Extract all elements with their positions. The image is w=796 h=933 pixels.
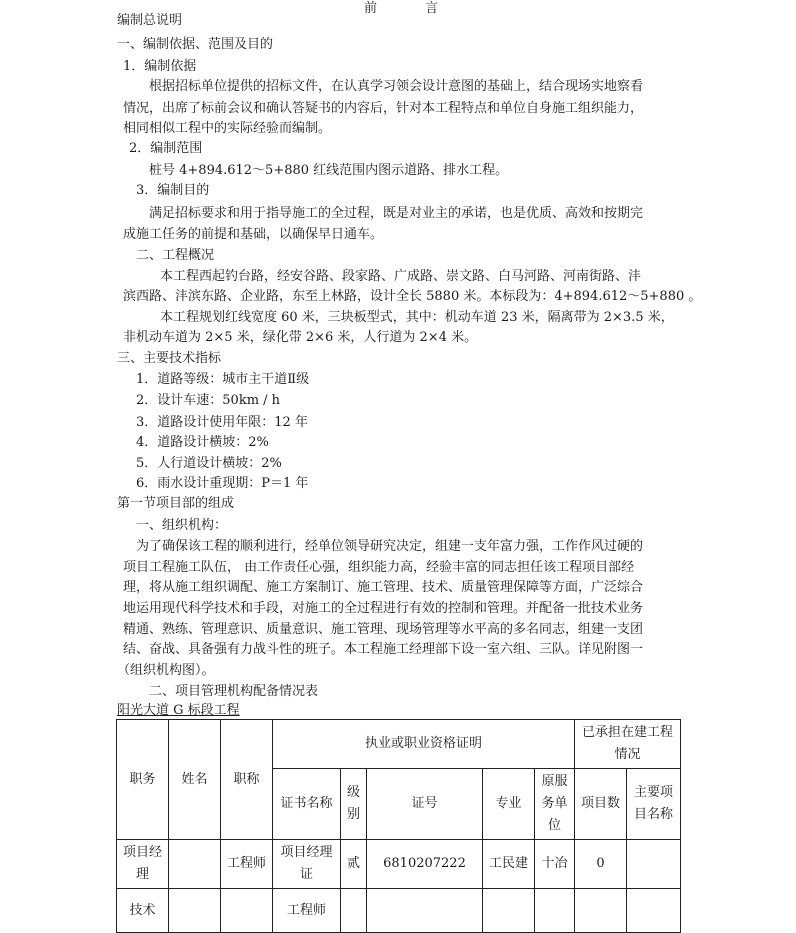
section-1-heading: 一、编制依据、范围及目的 [117,37,274,52]
paragraph-line: （组织机构图）。 [117,663,215,678]
cell-proj-count: 0 [575,840,627,889]
paragraph-line: 滨西路、沣滨东路、企业路，东至上林路，设计全长 5880 米。本标段为：4+894.612～5+880 。 [123,289,702,304]
paragraph-line: 桩号 4+894.612～5+880 红线范围内图示道路、排水工程。 [149,163,509,178]
project-name: 阳光大道 G 标段工程 [117,703,240,718]
paragraph-line: 本工程规划红线宽度 60 米，三块板型式，其中：机动车道 23 米，隔离带为 2×3.5 米， [160,310,674,325]
paragraph-line: 本工程西起钓台路，经安谷路、段家路、广成路、崇文路、白马河路、河南街路、沣 [160,269,642,284]
table-row [117,840,681,889]
paragraph-line: 为了确保该工程的顺利进行，经单位领导研究决定，组建一支年富力强，工作作风过硬的 [136,539,644,554]
subsection-1-3-heading: 3．编制目的 [136,183,210,198]
spec-item: 3．道路设计使用年限：12 年 [136,415,308,430]
header-cert-name: 证书名称 [273,769,341,840]
org-heading: 一、组织机构： [136,518,228,533]
cell-title [221,889,273,933]
subsection-1-1-heading: 1．编制依据 [123,59,197,74]
cell-cert-no: 6810207222 [367,840,483,889]
cell-unit: 十冶 [535,840,575,889]
cell-cert-no [367,889,483,933]
cell-cert-name: 工程师 [273,889,341,933]
cell-level: 贰 [341,840,367,889]
paragraph-line: 根据招标单位提供的招标文件，在认真学习领会设计意图的基础上，结合现场实地察看 [149,79,644,94]
cell-title: 工程师 [221,840,273,889]
paragraph-line: 地运用现代科学技术和手段，对施工的全过程进行有效的控制和管理。并配备一批技术业务 [123,601,644,616]
cell-major [483,889,535,933]
cell-major: 工民建 [483,840,535,889]
section-3-heading: 三、主要技术指标 [117,351,222,366]
staffing-table [116,719,681,933]
cell-role: 项目经理 [117,840,169,889]
cell-unit [535,889,575,933]
header-proj-count: 项目数 [575,769,627,840]
paragraph-line: 满足招标要求和用于指导施工的全过程，既是对业主的承诺，也是优质、高效和按期完 [149,206,644,221]
cell-role: 技术 [117,889,169,933]
cell-name [169,889,221,933]
paragraph-line: 项目工程施工队伍， 由工作责任心强，组织能力高，经验丰富的同志担任该工程项目部经 [123,560,635,575]
header-unit: 原服务单位 [535,769,575,840]
spec-item: 6．雨水设计重现期：P＝1 年 [136,476,309,491]
paragraph-line: 成施工任务的前提和基础，以确保早日通车。 [123,227,384,242]
header-assumed: 已承担在建工程情况 [575,720,681,769]
spec-item: 4．道路设计横坡：2% [136,435,269,450]
staffing-table-heading: 二、项目管理机构配备情况表 [149,684,319,699]
spec-item: 5．人行道设计横坡：2% [136,456,282,471]
header-level: 级别 [341,769,367,840]
paragraph-line: 理，将从施工组织调配、施工方案制订、施工管理、技术、质量管理保障等方面，广泛综合 [123,580,644,595]
header-title: 职称 [221,720,273,840]
spec-item: 1．道路等级：城市主干道Ⅱ级 [136,372,310,387]
header-cert-group: 执业或职业资格证明 [273,720,575,769]
cell-level [341,889,367,933]
cell-name [169,840,221,889]
cell-proj-count [575,889,627,933]
cell-main-proj [627,840,681,889]
header-role: 职务 [117,720,169,840]
paragraph-line: 相同相似工程中的实际经验而编制。 [123,121,332,136]
header-name: 姓名 [169,720,221,840]
paragraph-line: 结、奋战、具备强有力战斗性的班子。本工程施工经理部下设一室六组、三队。详见附图一 [123,642,644,657]
spec-item: 2．设计车速：50km / h [136,393,281,408]
chapter-1-heading: 第一节项目部的组成 [117,496,235,511]
cell-main-proj [627,889,681,933]
cell-cert-name: 项目经理证 [273,840,341,889]
table-row [117,889,681,933]
section-2-heading: 二、工程概况 [136,248,215,263]
header-cert-no: 证号 [367,769,483,840]
paragraph-line: 精通、熟练、管理意识、质量意识、施工管理、现场管理等水平高的多名同志，组建一支团 [123,622,644,637]
header-main-proj: 主要项目名称 [627,769,681,840]
paragraph-line: 情况，出席了标前会议和确认答疑书的内容后，针对本工程特点和单位自身施工组织能力， [123,101,644,116]
subsection-1-2-heading: 2．编制范围 [129,141,203,156]
paragraph-line: 非机动车道为 2×5 米，绿化带 2×6 米，人行道为 2×4 米。 [123,330,478,345]
page-title: 前 言 [364,1,461,16]
header-major: 专业 [483,769,535,840]
overview-heading: 编制总说明 [117,13,183,28]
